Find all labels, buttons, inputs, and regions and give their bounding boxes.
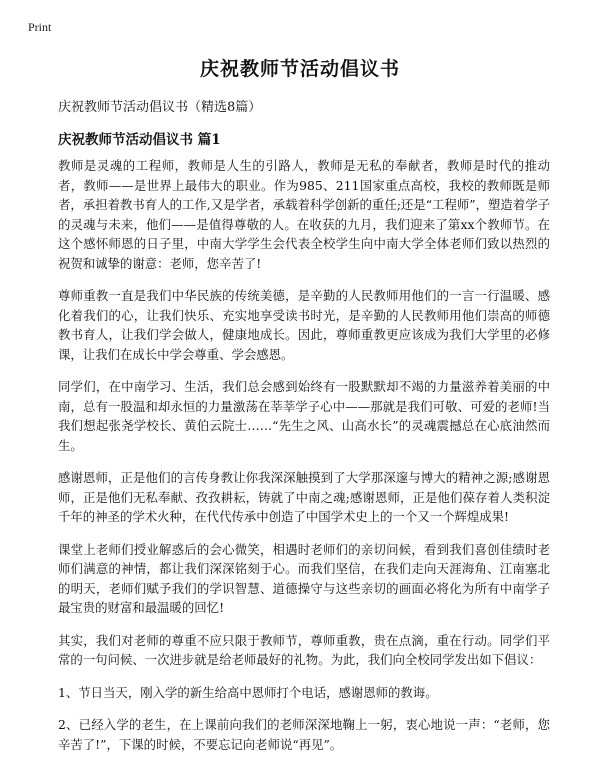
paragraph: 教师是灵魂的工程师，教师是人生的引路人，教师是无私的奉献者，教师是时代的推动者，教师——是世界上最伟大的职业。作为985、211国家重点高校，我校的教师既是师者，承担着教书育人的工作,又是学者，承载着科学创新的重任;还是“工程师”，塑造着学子的灵魂与未来，他们——是值得尊敬的人。在收获的九月，我们迎来了第xx个教师节。在这个感怀师恩的日子里，中南大学学生会代表全校学生向中南大学全体老师们致以热烈的祝贺和诚挚的谢意：老师，您辛苦了!	[58, 158, 550, 271]
document-body	[58, 156, 550, 767]
paragraph: 感谢恩师，正是他们的言传身教让你我深深触摸到了大学那深邃与博大的精神之源;感谢恩师，正是他们无私奉献、孜孜耕耘，铸就了中南之魂;感谢恩师，正是他们葆存着人类积淀千年的神圣的学术火种，在代代传承中创造了中国学术史上的一个又一个辉煌成果!	[58, 470, 550, 524]
document-title: 庆祝教师节活动倡议书	[199, 58, 400, 80]
paragraph: 同学们，在中南学习、生活，我们总会感到始终有一股默默却不竭的力量滋养着美丽的中南，总有一股温和却永恒的力量激荡在莘莘学子心中——那就是我们可敬、可爱的老师!当我们想起张尧学校长、黄伯云院士……“先生之风、山高水长”的灵魂震撼总在心底油然而生。	[58, 379, 550, 453]
paragraph: 课堂上老师们授业解惑后的会心微笑，相遇时老师们的亲切问候，看到我们喜创佳绩时老师们满意的神情，都让我们深深铭刻于心。而我们坚信，在我们走向天涯海角、江南塞北的明天，老师们赋予我们的学识智慧、道德操守与这些亲切的画面必将化为所有中南学子最宝贵的财富和最温暖的回忆!	[58, 541, 550, 615]
paragraph: 其实，我们对老师的尊重不应只限于教师节，尊师重教，贵在点滴，重在行动。同学们平常的一句问候、一次进步就是给老师最好的礼物。为此，我们向全校同学发出如下倡议：	[58, 632, 550, 667]
paragraph: 1、节日当天，刚入学的新生给高中恩师打个电话，感谢恩师的教诲。	[58, 684, 438, 700]
document-subtitle: 庆祝教师节活动倡议书（精选8篇）	[58, 100, 262, 115]
print-link[interactable]: Print	[28, 20, 52, 34]
paragraph: 尊师重教一直是我们中华民族的传统美德，是辛勤的人民教师用他们的一言一行温暖、感化着我们的心，让我们快乐、充实地享受读书时光，是辛勤的人民教师用他们崇高的师德教书育人，让我们学会做人，健康地成长。因此，尊师重教更应该成为我们大学里的必修课，让我们在成长中学会尊重、学会感恩。	[58, 288, 550, 362]
section-heading: 庆祝教师节活动倡议书 篇1	[58, 132, 221, 148]
paragraph: 2、已经入学的老生，在上课前向我们的老师深深地鞠上一躬，衷心地说一声：“老师，您辛苦了!”，下课的时候，不要忘记向老师说“再见”。	[58, 717, 550, 752]
